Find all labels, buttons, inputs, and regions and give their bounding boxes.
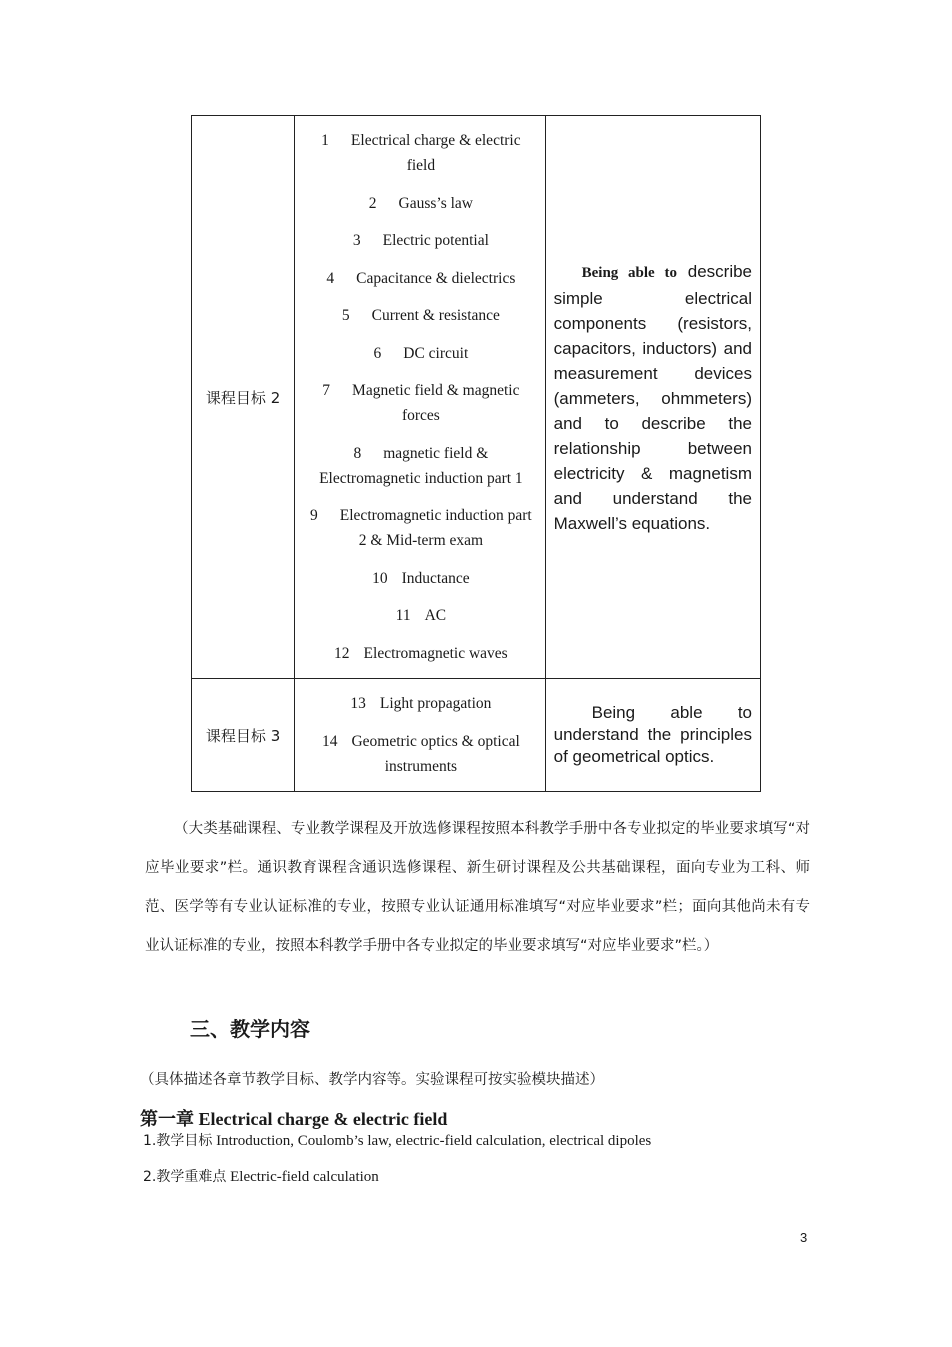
topic-number: 2 [368,194,377,212]
teaching-keypoints [143,1166,379,1186]
goal-label: 课程目标 3 [192,679,295,792]
topic-number: 8 [353,444,362,462]
topic-text: Geometric optics & optical instruments [351,732,520,775]
topic-item [307,266,534,291]
topic-number: 5 [341,307,350,325]
topic-cell [295,116,545,679]
topic-list [295,681,544,789]
section-note: （具体描述各章节教学目标、教学内容等。实验课程可按实验模块描述） [140,1072,604,1088]
topic-item [307,228,534,253]
topic-text: Electrical charge & electric field [350,132,521,175]
description-cell [545,679,760,792]
table-row [192,116,761,679]
keypoints-label: 2.教学重难点 [143,1169,227,1185]
topic-number: 11 [395,607,411,625]
page-number: 3 [800,1230,808,1245]
description-cell [545,116,760,679]
topic-item [307,441,534,491]
topic-number: 7 [322,382,331,400]
topic-text: Electromagnetic induction part 2 & Mid-term exam [339,507,532,550]
table-row [192,679,761,792]
section-title: 三、教学内容 [190,1017,310,1041]
topic-number: 12 [334,644,350,662]
topic-item [307,341,534,366]
topic-item [307,729,534,779]
goal-description [546,259,760,536]
topic-cell [295,679,545,792]
topic-text: Inductance [401,569,470,587]
keypoints-text: Electric-field calculation [230,1169,379,1185]
goal-description [546,702,760,768]
topic-text: Electric potential [382,232,489,250]
goal-label: 课程目标 2 [192,116,295,679]
topic-text: AC [424,607,447,625]
topic-item [307,641,534,666]
topic-text: Capacitance & dielectrics [356,269,516,287]
topic-item [307,603,534,628]
objective-text: Introduction, Coulomb’s law, electric-field calculation, electrical dipoles [216,1133,652,1149]
topic-item [307,566,534,591]
topic-text: Gauss’s law [398,194,473,212]
chapter-title: Electrical charge & electric field [198,1109,448,1129]
topic-text: Magnetic field & magnetic forces [352,382,520,425]
description-text: describe simple electrical components (resistors, capacitors, inductors) and measurement devices (ammeters, ohmmeters) and to describe the relationship between electricity & magnetism and understand the Maxwell’s equations. [553,261,753,533]
topic-text: Electromagnetic waves [363,644,508,662]
topic-item [307,503,534,553]
topic-item [307,128,534,178]
description-lead: Being able to [581,264,677,281]
description-text: Being able to understand the principles of geometrical optics. [553,703,752,766]
topic-item [307,691,534,716]
topic-text: Light propagation [379,695,492,713]
topic-text: DC circuit [403,344,469,362]
topic-list [295,116,544,678]
topic-number: 13 [350,695,366,713]
topic-item [307,378,534,428]
teaching-objective [143,1130,651,1150]
objective-label: 1.教学目标 [143,1133,213,1149]
topic-text: magnetic field & Electromagnetic induction part 1 [319,444,523,487]
topic-number: 3 [352,232,361,250]
chapter-heading [140,1105,447,1131]
instruction-note: （大类基础课程、专业教学课程及开放选修课程按照本科教学手册中各专业拟定的毕业要求填写“对应毕业要求”栏。通识教育课程含通识选修课程、新生研讨课程及公共基础课程，面向专业为工科、师范、医学等有专业认证标准的专业，按照专业认证通用标准填写“对应毕业要求”栏；面向其他尚未有专业认证标准的专业，按照本科教学手册中各专业拟定的毕业要求填写“对应毕业要求”栏。） [145,821,810,954]
topic-item [307,191,534,216]
topic-number: 1 [321,132,329,150]
chapter-label: 第一章 [140,1109,194,1130]
topic-item [307,303,534,328]
topic-number: 10 [372,569,388,587]
topic-text: Current & resistance [371,307,500,325]
topic-number: 14 [321,732,338,750]
topic-number: 9 [310,507,318,525]
topic-number: 6 [373,344,382,362]
topic-number: 4 [326,269,335,287]
course-objectives-table [191,115,761,792]
